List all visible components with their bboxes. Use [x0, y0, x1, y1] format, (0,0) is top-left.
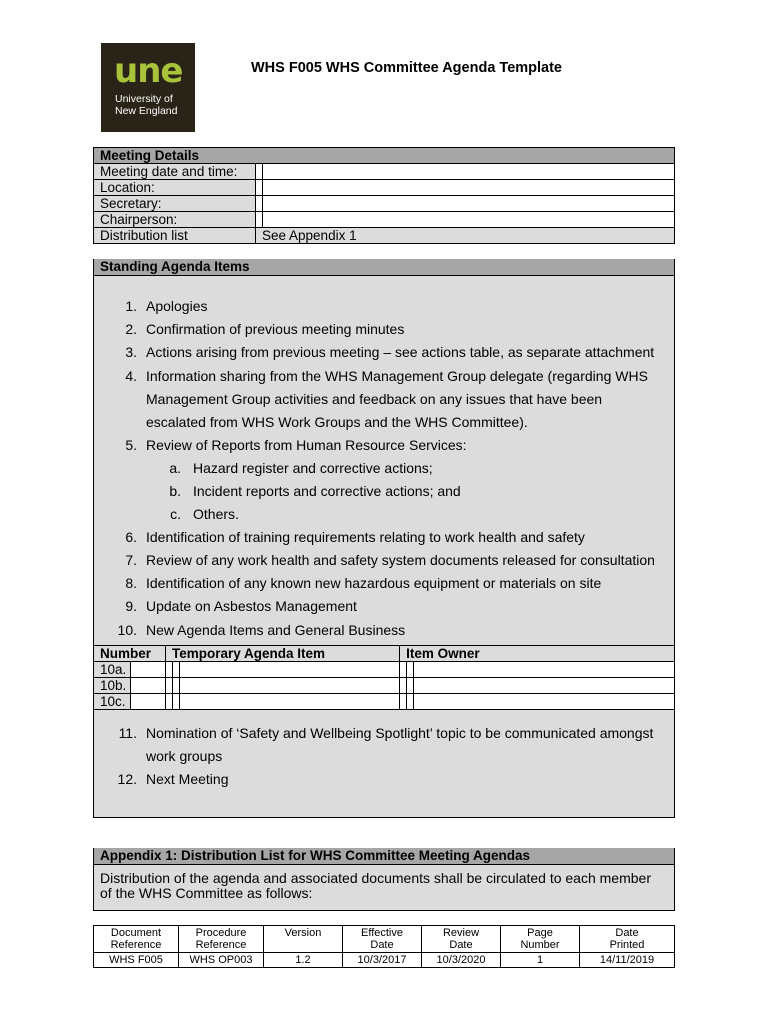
meeting-date-label: Meeting date and time:	[94, 164, 256, 180]
une-logo	[101, 43, 195, 132]
footer-header-review-date: Review Date	[422, 926, 501, 953]
temporary-agenda-table	[93, 645, 675, 710]
secretary-value[interactable]	[263, 196, 675, 212]
row-number: 10a.	[94, 662, 131, 678]
spacer-cell	[256, 180, 263, 196]
appendix-text	[100, 871, 670, 901]
spacer-cell	[166, 678, 173, 694]
logo-wordmark: une	[114, 51, 183, 91]
row-number: 10c.	[94, 694, 131, 710]
spacer-cell	[400, 694, 407, 710]
standing-agenda-heading: Standing Agenda Items	[94, 259, 674, 276]
table-row	[94, 228, 675, 244]
footer-header-document-reference: Document Reference	[94, 926, 179, 953]
number-header: Number	[94, 646, 166, 662]
item-owner-cell[interactable]	[414, 662, 675, 678]
spacer-cell	[407, 662, 414, 678]
table-header-row	[94, 926, 675, 953]
spacer-cell	[166, 694, 173, 710]
procedure-reference-value: WHS OP003	[179, 953, 264, 968]
spacer-cell	[256, 164, 263, 180]
document-title: WHS F005 WHS Committee Agenda Template	[251, 60, 562, 76]
appendix-text-line-1: Distribution of the agenda and associated documents shall be circulated to each member	[100, 870, 651, 886]
effective-date-value: 10/3/2017	[343, 953, 422, 968]
spacer-cell	[166, 662, 173, 678]
footer-header-date-printed: Date Printed	[580, 926, 675, 953]
distribution-list-value: See Appendix 1	[256, 228, 675, 244]
document-reference-value: WHS F005	[94, 953, 179, 968]
agenda-item-cell[interactable]	[180, 662, 400, 678]
footer-header-procedure-reference: Procedure Reference	[179, 926, 264, 953]
spacer-cell	[400, 662, 407, 678]
spacer-cell	[256, 196, 263, 212]
version-value: 1.2	[264, 953, 343, 968]
spacer-cell	[400, 678, 407, 694]
table-row	[94, 164, 675, 180]
location-value[interactable]	[263, 180, 675, 196]
agenda-item-cell[interactable]	[180, 694, 400, 710]
footer-header-effective-date: Effective Date	[343, 926, 422, 953]
table-row	[94, 953, 675, 968]
footer-header-page-number: Page Number	[501, 926, 580, 953]
table-row	[94, 212, 675, 228]
item-owner-cell[interactable]	[414, 678, 675, 694]
page-number-value: 1	[501, 953, 580, 968]
meeting-details-heading: Meeting Details	[94, 148, 675, 164]
row-number: 10b.	[94, 678, 131, 694]
blank-cell	[131, 678, 166, 694]
spacer-cell	[407, 694, 414, 710]
meeting-details-table	[93, 147, 675, 244]
appendix-text-line-2: of the WHS Committee as follows:	[100, 885, 313, 901]
chairperson-label: Chairperson:	[94, 212, 256, 228]
item-owner-header: Item Owner	[400, 646, 675, 662]
agenda-item-cell[interactable]	[180, 678, 400, 694]
review-date-value: 10/3/2020	[422, 953, 501, 968]
table-row	[94, 180, 675, 196]
table-row	[94, 196, 675, 212]
distribution-list-label: Distribution list	[94, 228, 256, 244]
table-row	[94, 694, 675, 710]
blank-cell	[131, 694, 166, 710]
chairperson-value[interactable]	[263, 212, 675, 228]
table-header-row	[94, 646, 675, 662]
appendix-heading: Appendix 1: Distribution List for WHS Committee Meeting Agendas	[94, 848, 674, 865]
logo-line-2: New England	[115, 105, 178, 117]
spacer-cell	[173, 662, 180, 678]
document-control-table	[93, 925, 675, 968]
blank-cell	[131, 662, 166, 678]
item-owner-cell[interactable]	[414, 694, 675, 710]
spacer-cell	[256, 212, 263, 228]
spacer-cell	[407, 678, 414, 694]
temporary-agenda-item-header: Temporary Agenda Item	[166, 646, 400, 662]
logo-line-1: University of	[115, 93, 173, 105]
footer-header-version: Version	[264, 926, 343, 953]
table-row	[94, 678, 675, 694]
date-printed-value: 14/11/2019	[580, 953, 675, 968]
spacer-cell	[173, 678, 180, 694]
location-label: Location:	[94, 180, 256, 196]
table-row	[94, 662, 675, 678]
meeting-date-value[interactable]	[263, 164, 675, 180]
spacer-cell	[173, 694, 180, 710]
secretary-label: Secretary:	[94, 196, 256, 212]
